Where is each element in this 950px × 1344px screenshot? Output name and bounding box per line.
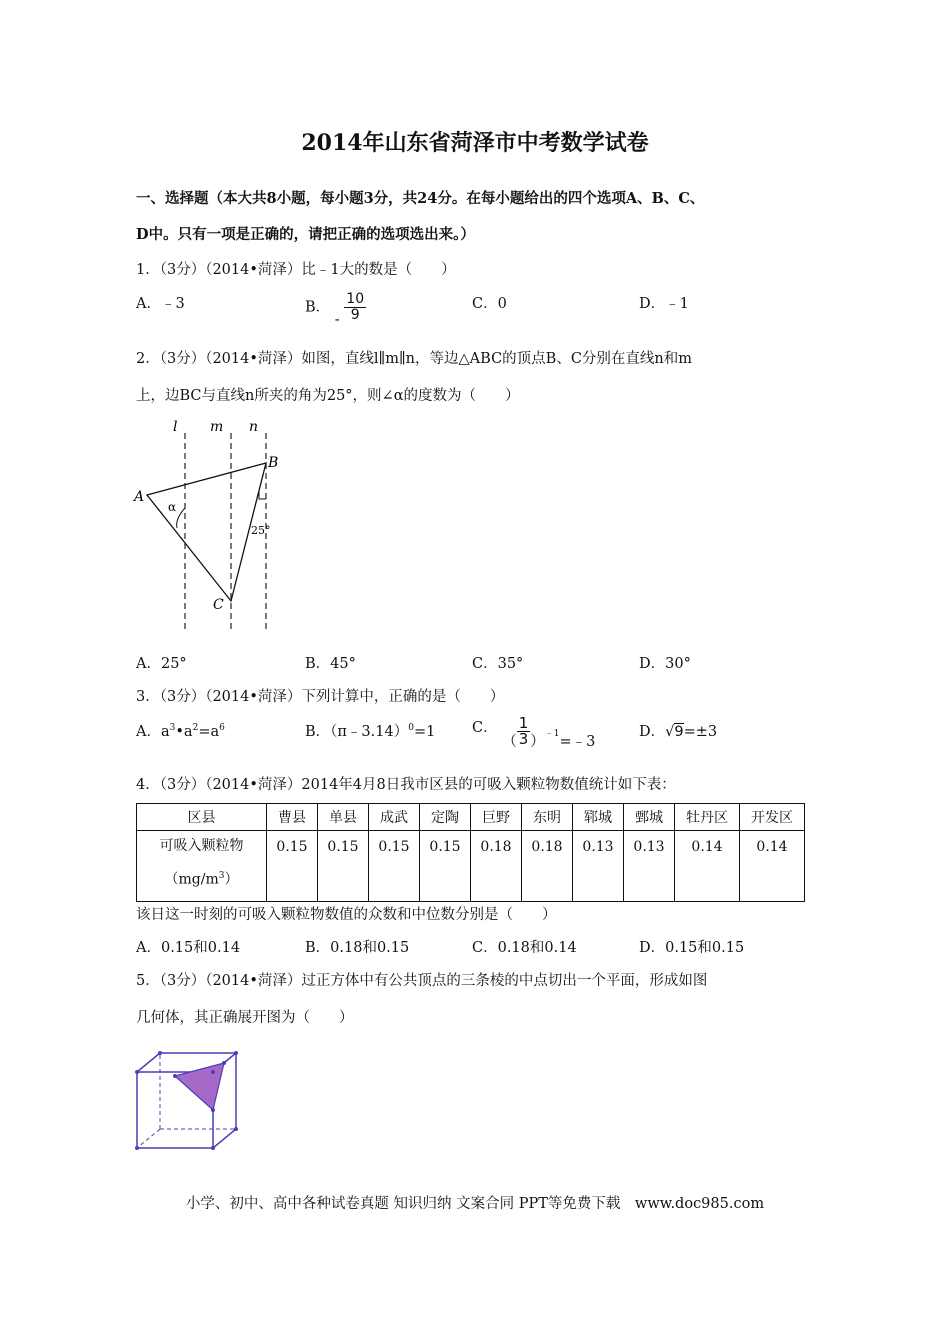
q1-option-b-fraction — [344, 292, 366, 323]
q3-a-base1: a — [160, 724, 170, 740]
q3-text: 3．（3分）（2014•菏泽）下列计算中，正确的是（ ） — [136, 689, 505, 705]
cube-vertex — [211, 1070, 215, 1074]
q2-text-line1: 2．（3分）（2014•菏泽）如图，直线l∥m∥n，等边△ABC的顶点B、C分别在直线n和m — [136, 351, 693, 367]
table-header-cell: 成武 — [369, 804, 420, 831]
q1-option-a: A．﹣3 — [136, 296, 185, 312]
triangle-abc — [147, 463, 266, 601]
page-footer: 小学、初中、高中各种试卷真题 知识归纳 文案合同 PPT等免费下载 www.doc985.com — [185, 1196, 765, 1212]
q3-a-result: =a — [198, 724, 220, 740]
alpha-label: α — [168, 500, 177, 514]
cube-vertex — [135, 1070, 139, 1074]
q2-option-c: C．35° — [472, 656, 524, 672]
table-header-cell: 鄄城 — [624, 804, 675, 831]
cube-edge — [213, 1129, 236, 1148]
label-l: l — [173, 419, 178, 435]
q1-option-b-denominator: 9 — [350, 307, 360, 323]
row-label-line1: 可吸入颗粒物 — [159, 838, 244, 854]
label-n: n — [249, 419, 259, 435]
table-header-cell: 曹县 — [267, 804, 318, 831]
table-row-label — [137, 831, 267, 902]
q2-option-a: A．25° — [136, 656, 187, 672]
q3-option-d — [639, 720, 717, 741]
q3-option-a-label: A． — [136, 724, 161, 740]
alpha-arc — [177, 508, 185, 528]
table-header-cell: 东明 — [522, 804, 573, 831]
q4-option-c: C．0.18和0.14 — [472, 940, 577, 956]
q1-option-b-sign: - — [334, 311, 340, 328]
point-c: C — [213, 597, 224, 613]
table-header-cell: 开发区 — [740, 804, 805, 831]
q3-option-c-label: C． — [472, 719, 498, 736]
table-header-cell: 巨野 — [471, 804, 522, 831]
row-label-line2: $(mg/m^3)$ — [164, 871, 239, 888]
table-cell: 0.15 — [420, 831, 471, 902]
q3-c-open-paren: （ — [502, 733, 517, 750]
label-m: m — [210, 419, 224, 435]
q2-text-line2: 上，边BC与直线n所夹的角为25°，则∠α的度数为（ ） — [136, 388, 520, 404]
point-b: B — [268, 455, 279, 471]
sqrt-icon: √ — [665, 724, 675, 740]
cube-vertex — [234, 1127, 238, 1131]
table-header-row — [137, 804, 805, 831]
table-cell: 0.15 — [318, 831, 369, 902]
table-cell: 0.13 — [573, 831, 624, 902]
cut-triangle — [175, 1063, 224, 1110]
q3-d-tail: =±3 — [683, 724, 718, 740]
cube-edge — [137, 1053, 160, 1072]
q4-option-d: D．0.15和0.15 — [639, 940, 745, 956]
table-cell: 0.13 — [624, 831, 675, 902]
section-header-line2: D中。只有一项是正确的，请把正确的选项选出来。） — [136, 226, 475, 243]
q1-option-b-numerator: 10 — [346, 291, 365, 307]
q3-a-base2: •a — [175, 724, 193, 740]
q3-c-close-paren: ） — [530, 733, 545, 750]
table-cell: 0.18 — [471, 831, 522, 902]
q1-option-b-label: B． — [305, 299, 331, 316]
q3-c-denominator: 3 — [518, 730, 529, 748]
q5-cube-figure — [130, 1045, 245, 1155]
q4-text: 4．（3分）（2014•菏泽）2014年4月8日我市区县的可吸入颗粒物数值统计如下表： — [136, 777, 676, 793]
q3-option-b — [305, 720, 435, 741]
angle-25-label: 25° — [251, 524, 271, 537]
cut-vertex — [222, 1061, 226, 1065]
q5-text-line2: 几何体，其正确展开图为（ ） — [136, 1010, 354, 1026]
cube-vertex — [158, 1051, 162, 1055]
cube-hidden-edge — [137, 1129, 160, 1148]
q1-option-b — [305, 291, 366, 328]
table-header-cell: 郓城 — [573, 804, 624, 831]
table-cell: 0.15 — [267, 831, 318, 902]
page-title: 2014年山东省菏泽市中考数学试卷 — [301, 130, 649, 156]
table-cell: 0.14 — [675, 831, 740, 902]
q4-option-b: B．0.18和0.15 — [305, 940, 410, 956]
q2-triangle-figure — [130, 415, 290, 640]
q4-question: 该日这一时刻的可吸入颗粒物数值的众数和中位数分别是（ ） — [136, 907, 557, 923]
q3-a-exp2: 2 — [192, 723, 199, 734]
q3-c-tail: =﹣3 — [559, 733, 596, 750]
q5-text-line1: 5．（3分）（2014•菏泽）过正方体中有公共顶点的三条棱的中点切出一个平面，形成如图 — [136, 973, 708, 989]
table-cell: 0.15 — [369, 831, 420, 902]
q1-option-c: C．0 — [472, 296, 507, 312]
q3-c-fraction — [517, 716, 531, 747]
table-row — [137, 831, 805, 902]
q3-d-radicand: 9 — [674, 724, 684, 740]
q2-option-d: D．30° — [639, 656, 691, 672]
q1-text: 1．（3分）（2014•菏泽）比﹣1大的数是（ ） — [136, 262, 456, 278]
q4-option-a: A．0.15和0.14 — [136, 940, 241, 956]
angle-25-mark — [259, 491, 266, 499]
q3-c-numerator: 1 — [518, 714, 529, 732]
q3-b-tail: =1 — [413, 724, 436, 740]
q3-a-exp3: 6 — [219, 723, 225, 734]
table-header-cell: 单县 — [318, 804, 369, 831]
point-a: A — [134, 489, 145, 505]
table-cell: 0.14 — [740, 831, 805, 902]
q3-option-d-label: D． — [639, 724, 666, 740]
table-header-cell: 定陶 — [420, 804, 471, 831]
cube-vertex — [234, 1051, 238, 1055]
cut-vertex — [211, 1108, 215, 1112]
section-header-line1: 一、选择题（本大共8小题，每小题3分，共24分。在每小题给出的四个选项A、B、C、 — [136, 190, 705, 207]
table-header-cell: 区县 — [137, 804, 267, 831]
cube-vertex — [211, 1146, 215, 1150]
q1-option-d: D．﹣1 — [639, 296, 689, 312]
q3-option-b-label: B．（π﹣3.14） — [305, 724, 409, 740]
table-header-cell: 牡丹区 — [675, 804, 740, 831]
q3-b-exp: 0 — [408, 723, 414, 734]
cube-vertex — [135, 1146, 139, 1150]
q3-a-exp1: 3 — [169, 723, 176, 734]
cut-vertex — [173, 1074, 177, 1078]
q3-option-a — [136, 720, 225, 741]
pm-data-table — [136, 803, 805, 902]
q2-option-b: B．45° — [305, 656, 356, 672]
q3-option-c — [472, 714, 596, 750]
table-cell: 0.18 — [522, 831, 573, 902]
q3-c-exp: ﹣1 — [544, 728, 560, 739]
